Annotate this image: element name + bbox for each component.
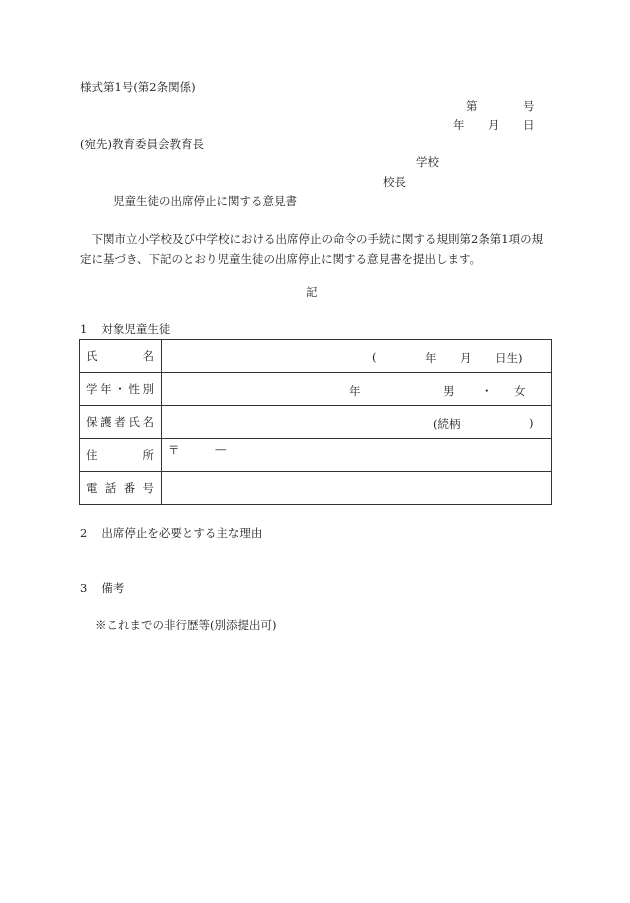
section-number: 1 [80,322,88,336]
remarks-note: ※これまでの非行歴等(別添提出可) [95,618,277,632]
label-guardian-name: 保 護 者 氏 名 [80,406,162,439]
table-row-address [80,439,552,472]
document-title: 児童生徒の出席停止に関する意見書 [113,194,297,208]
label-address: 住 所 [80,439,162,472]
field-phone[interactable] [162,472,552,505]
ki-heading: 記 [306,285,318,299]
doc-number-dai: 第 [466,99,478,113]
field-grade-gender[interactable]: 年 男 ・ 女 [162,373,552,406]
table-row-grade [80,373,552,406]
label-grade-gender: 学 年 ・ 性 別 [80,373,162,406]
postal-mark: 〒 [168,443,180,457]
body-paragraph: 下関市立小学校及び中学校における出席停止の命令の手続に関する規則第2条第1項の規定に基づき、下記のとおり児童生徒の出席停止に関する意見書を提出します。 [80,232,544,266]
table-row-name [80,340,552,373]
section-title: 出席停止を必要とする主な理由 [101,526,263,540]
label-phone: 電 話 番 号 [80,472,162,505]
principal-label: 校長 [383,175,406,189]
section-3-heading [80,583,124,595]
date-day: 日 [523,118,535,132]
section-1-heading [80,324,170,336]
table-row-phone [80,472,552,505]
doc-number-go: 号 [523,99,535,113]
form-number: 様式第1号(第2条関係) [80,80,196,94]
postal-dash: — [215,442,227,456]
section-2-heading [80,528,262,540]
school-label: 学校 [416,155,439,169]
field-guardian-name[interactable]: (続柄 ) [162,406,552,439]
field-address[interactable] [162,439,552,472]
section-title: 備考 [101,581,125,595]
section-number: 3 [80,581,88,595]
student-info-table [79,339,552,505]
field-name[interactable]: ( 年 月 日生) [162,340,552,373]
addressee: (宛先)教育委員会教育長 [80,137,204,151]
section-title: 対象児童生徒 [101,322,171,336]
date-year: 年 [453,118,465,132]
label-name: 氏 名 [80,340,162,373]
date-month: 月 [488,118,500,132]
section-number: 2 [80,526,88,540]
table-row-guardian [80,406,552,439]
